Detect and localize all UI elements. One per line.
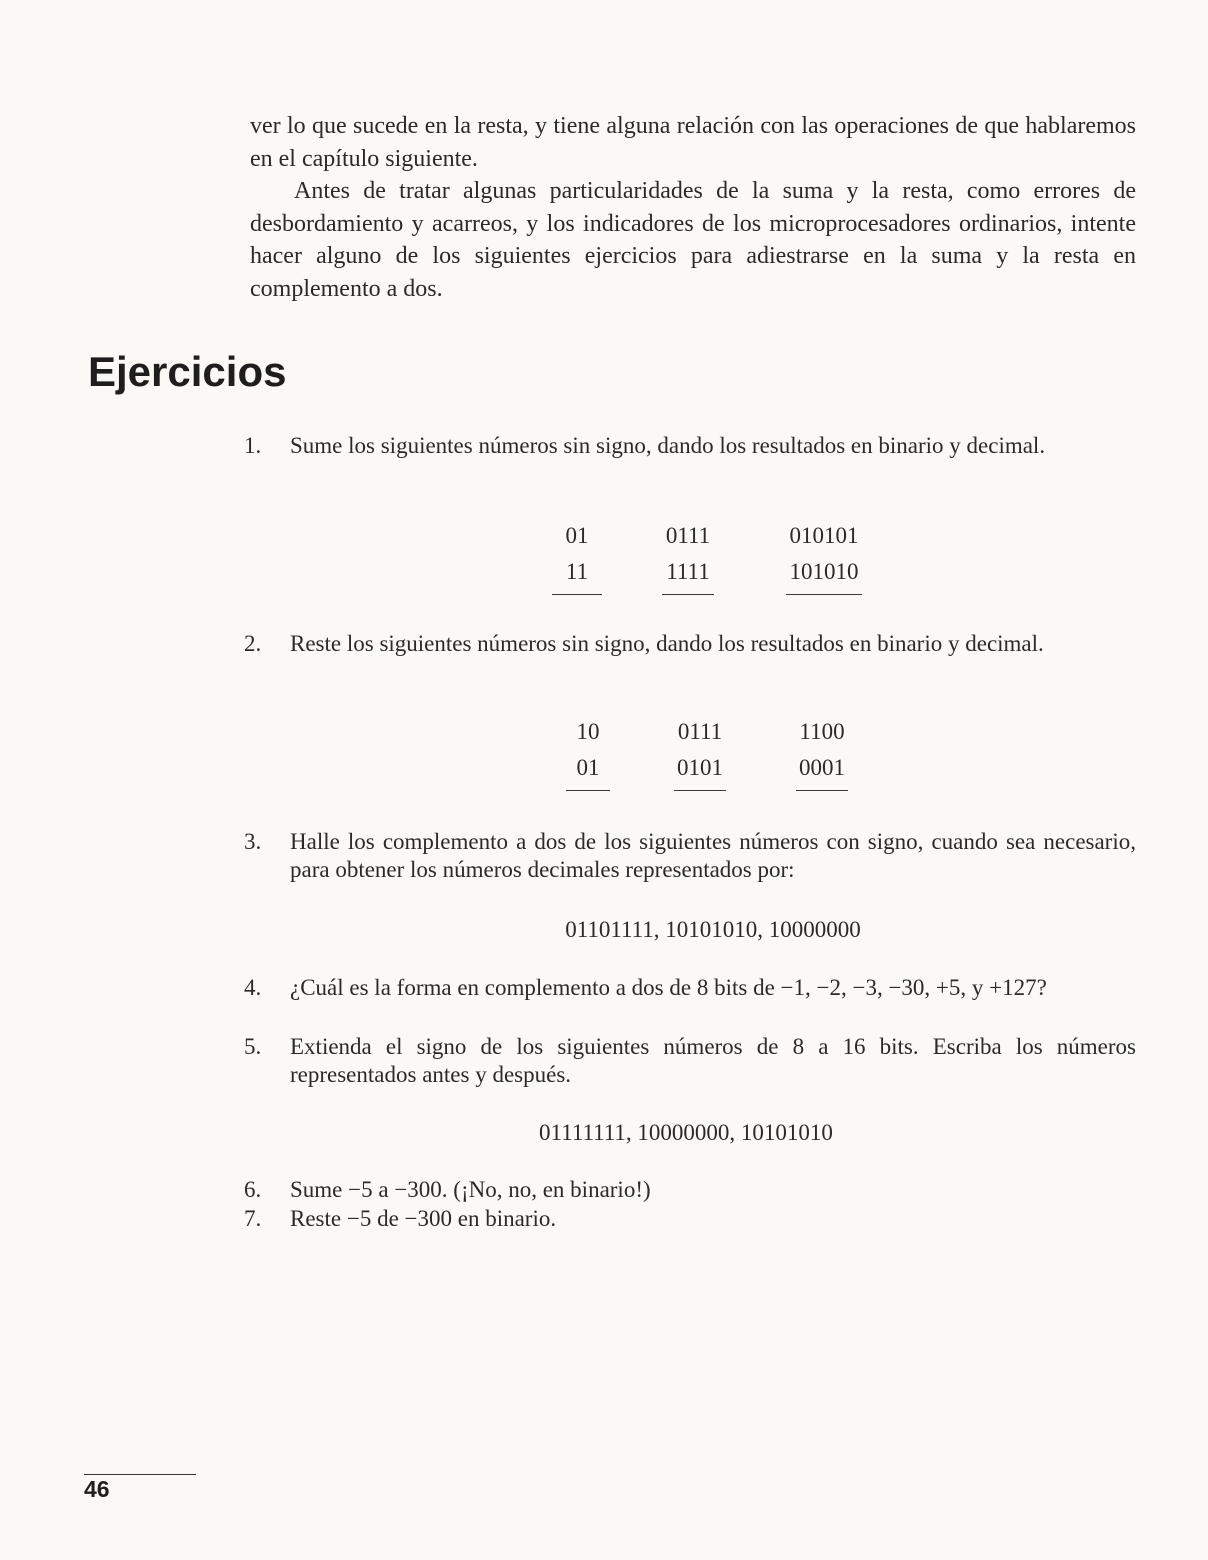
exercise-5-number-list: 01111111, 10000000, 10101010 — [539, 1120, 833, 1145]
operation — [796, 714, 848, 791]
operation — [662, 518, 714, 595]
operand-bottom: 0001 — [796, 750, 848, 791]
operand-top: 0111 — [677, 719, 723, 744]
exercise-number: 4. — [244, 975, 262, 1000]
exercise-number: 3. — [244, 829, 262, 854]
operation — [566, 714, 610, 791]
operand-bottom: 0101 — [674, 750, 726, 791]
intro-paragraph-1: ver lo que sucede en la resta, y tiene alguna relación con las operaciones de que hablaremos en el capítulo siguiente. — [250, 113, 1136, 172]
operand-bottom: 1111 — [662, 554, 714, 595]
operand-top: 1100 — [799, 719, 845, 744]
operation — [552, 518, 602, 595]
exercise-2 — [244, 630, 1136, 658]
page-number: 46 — [84, 1476, 110, 1502]
exercise-7 — [244, 1205, 1136, 1233]
operation — [674, 714, 726, 791]
operation — [786, 518, 862, 595]
operand-bottom: 101010 — [786, 554, 862, 595]
operand-top: 01 — [565, 523, 589, 548]
exercise-number: 2. — [244, 631, 262, 656]
exercise-3-number-list: 01101111, 10101010, 10000000 — [565, 917, 861, 942]
intro-paragraph-2: Antes de tratar algunas particularidades de la suma y la resta, como errores de desbordamiento y acarreos, y los indicadores de los microprocesadores ordinarios, intente hacer alguno de los siguientes ejercicios para adiestrarse en la suma y la resta en complemento a dos. — [250, 178, 1136, 302]
exercise-number: 1. — [244, 433, 262, 458]
exercise-6 — [244, 1176, 1136, 1204]
exercise-text: Reste los siguientes números sin signo, dando los resultados en binario y decimal. — [290, 631, 1044, 656]
operand-bottom: 01 — [566, 750, 610, 791]
operand-top: 0111 — [665, 523, 711, 548]
operand-top: 010101 — [789, 523, 859, 548]
exercise-4 — [244, 974, 1136, 1002]
exercise-text: Halle los complemento a dos de los siguientes números con signo, cuando sea necesario, para obtener los números decimales representados por: — [290, 829, 1136, 882]
operand-top: 10 — [576, 719, 600, 744]
exercise-number: 5. — [244, 1034, 262, 1059]
exercise-text: Sume los siguientes números sin signo, dando los resultados en binario y decimal. — [290, 433, 1046, 458]
intro-text — [250, 110, 1136, 305]
section-heading: Ejercicios — [88, 348, 287, 395]
exercise-5 — [244, 1033, 1136, 1089]
exercise-1 — [244, 432, 1136, 460]
exercise-text: Extienda el signo de los siguientes números de 8 a 16 bits. Escriba los números representados antes y después. — [290, 1034, 1136, 1087]
operand-bottom: 11 — [552, 554, 602, 595]
exercise-text: ¿Cuál es la forma en complemento a dos de 8 bits de −1, −2, −3, −30, +5, y +127? — [290, 975, 1047, 1000]
exercise-text: Sume −5 a −300. (¡No, no, en binario!) — [290, 1177, 651, 1202]
exercise-number: 7. — [244, 1206, 262, 1231]
exercise-3 — [244, 828, 1136, 884]
exercise-number: 6. — [244, 1177, 262, 1202]
exercise-text: Reste −5 de −300 en binario. — [290, 1206, 557, 1231]
